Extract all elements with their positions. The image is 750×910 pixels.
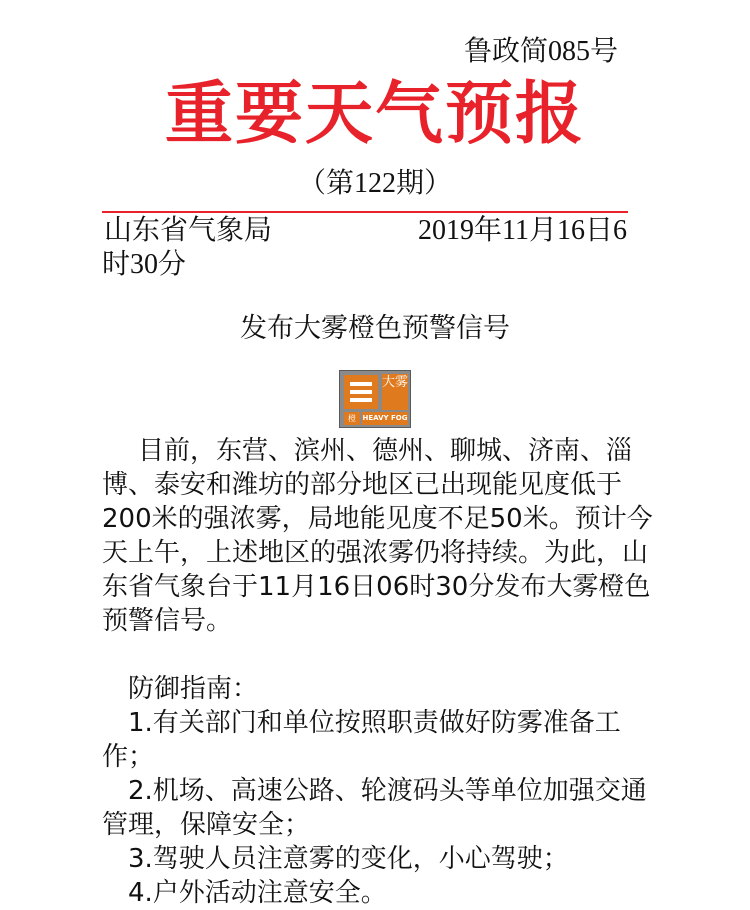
- red-divider-line: [102, 211, 628, 213]
- document-number: 鲁政简085号: [463, 36, 618, 67]
- heavy-fog-warning-icon: [339, 370, 411, 428]
- main-paragraph: 目前，东营、滨州、德州、聊城、济南、淄博、泰安和潍坊的部分地区已出现能见度低于200米的强浓雾，局地能见度不足50米。预计今天上午，上述地区的强浓雾仍将持续。为此，山东省气象台于11月16日06时30分发布大雾橙色预警信号。: [102, 436, 653, 636]
- issue-date: 2019年11月16日6: [418, 215, 627, 246]
- guide-item-1: 1.有关部门和单位按照职责做好防雾准备工作；: [102, 708, 621, 772]
- guide-item-4: 4.户外活动注意安全。: [128, 878, 387, 908]
- guide-title: 防御指南：: [128, 674, 259, 704]
- warning-type-badge: HEAVY FOG: [362, 412, 408, 425]
- issuer-name: 山东省气象局: [104, 215, 273, 246]
- body-text: [102, 434, 662, 910]
- fog-bars-icon: [344, 375, 378, 409]
- main-title: 重要天气预报: [164, 75, 585, 154]
- warning-glyph: 大雾: [382, 374, 408, 410]
- issue-number: （第122期）: [297, 168, 452, 199]
- warning-level-badge: 橙: [344, 412, 360, 425]
- issue-time: 时30分: [102, 249, 187, 280]
- defense-guide: [102, 672, 662, 910]
- headline: 发布大雾橙色预警信号: [240, 313, 510, 344]
- guide-item-2: 2.机场、高速公路、轮渡码头等单位加强交通管理，保障安全；: [102, 776, 647, 840]
- guide-item-3: 3.驾驶人员注意雾的变化，小心驾驶；: [128, 844, 569, 874]
